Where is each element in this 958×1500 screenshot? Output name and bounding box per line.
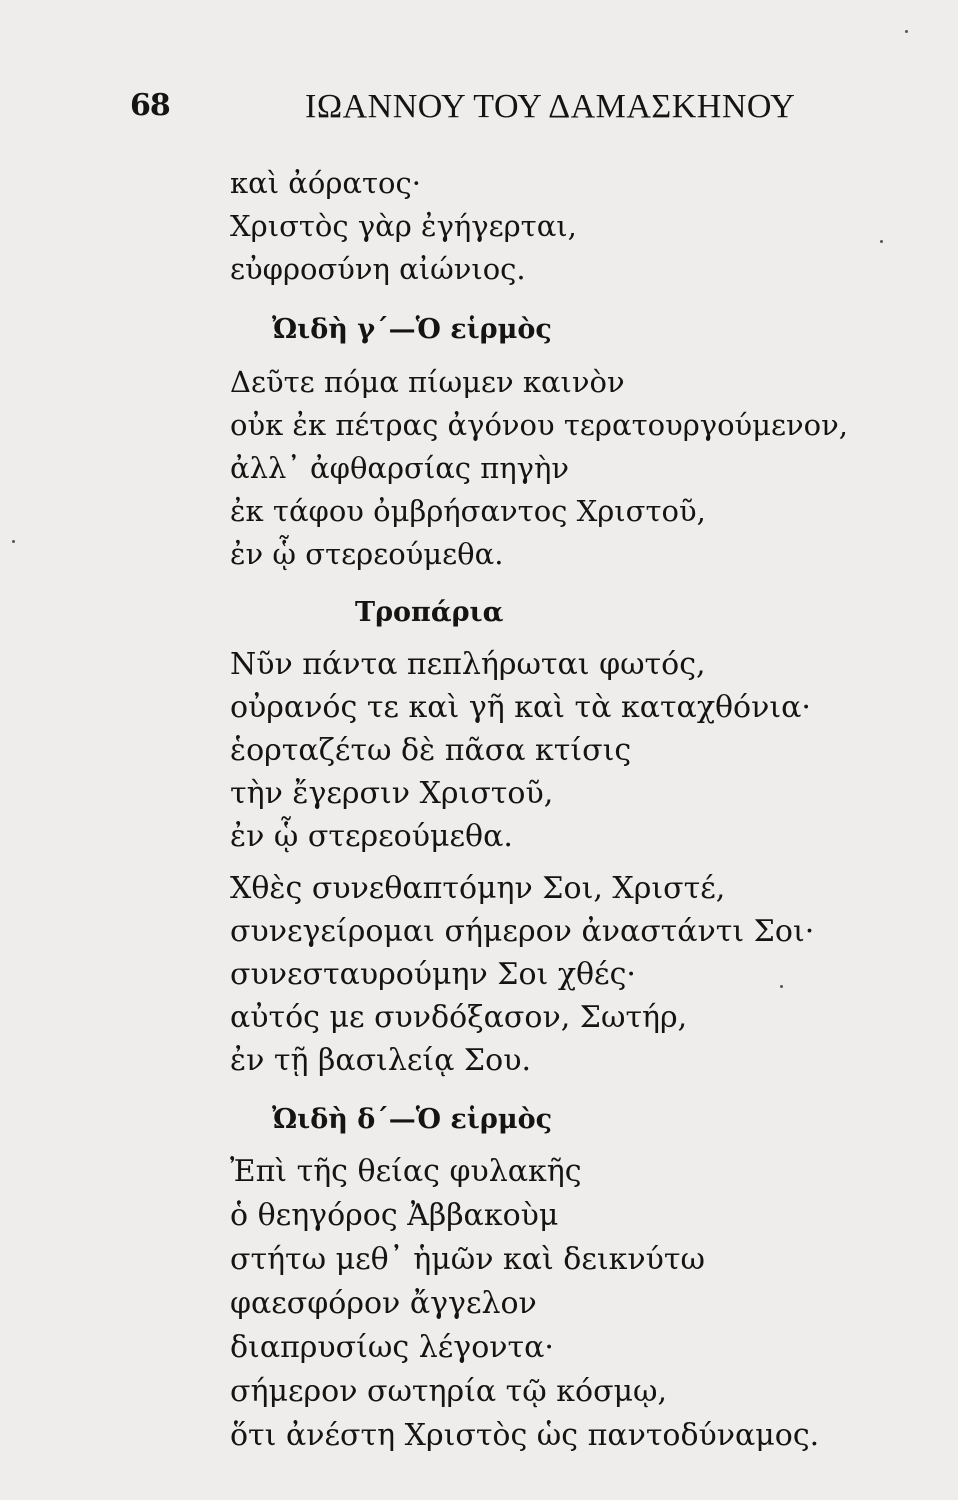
paper-speck	[905, 30, 908, 33]
verse-line: Χριστὸς γὰρ ἐγήγερται,	[230, 209, 577, 243]
paper-speck	[880, 240, 883, 243]
verse-line: συνεσταυρούμην Σοι χθές·	[230, 957, 636, 992]
verse-line: αὐτός με συνδόξασον, Σωτήρ,	[230, 1000, 688, 1035]
paper-speck	[780, 985, 783, 988]
verse-line: τὴν ἔγερσιν Χριστοῦ,	[230, 776, 554, 811]
page-number: 68	[130, 88, 170, 123]
verse-line: ἀλλ᾿ ἀφθαρσίας πηγὴν	[230, 451, 570, 485]
verse-line: ὅτι ἀνέστη Χριστὸς ὡς παντοδύναμος.	[230, 1418, 820, 1453]
verse-line: οὐκ ἐκ πέτρας ἀγόνου τερατουργούμενον,	[230, 408, 848, 442]
verse-line: καὶ ἀόρατος·	[230, 166, 421, 200]
verse-line: Δεῦτε πόμα πίωμεν καινὸν	[230, 365, 625, 399]
verse-line: ἐν ᾧ στερεούμεθα.	[230, 537, 504, 571]
running-title: ΙΩΑΝΝΟΥ ΤΟΥ ΔΑΜΑΣΚΗΝΟΥ	[305, 88, 796, 125]
verse-line: φαεσφόρον ἄγγελον	[230, 1286, 537, 1321]
verse-line: ἐν ᾧ στερεούμεθα.	[230, 819, 513, 854]
verse-line: Ἐπὶ τῆς θείας φυλακῆς	[230, 1154, 582, 1189]
section-heading: Τροπάρια	[355, 597, 504, 628]
verse-line: σήμερον σωτηρία τῷ κόσμῳ,	[230, 1374, 668, 1409]
verse-line: Χθὲς συνεθαπτόμην Σοι, Χριστέ,	[230, 871, 726, 906]
verse-line: διαπρυσίως λέγοντα·	[230, 1330, 554, 1365]
verse-line: στήτω μεθ᾿ ἡμῶν καὶ δεικνύτω	[230, 1242, 705, 1277]
verse-line: Νῦν πάντα πεπλήρωται φωτός,	[230, 647, 706, 682]
verse-line: ἑορταζέτω δὲ πᾶσα κτίσις	[230, 733, 632, 768]
paper-speck	[12, 540, 15, 543]
verse-line: ἐκ τάφου ὀμβρήσαντος Χριστοῦ,	[230, 494, 706, 528]
verse-line: εὐφροσύνη αἰώνιος.	[230, 252, 526, 286]
ode-heading: Ὠιδὴ δ΄—Ὁ εἱρμὸς	[272, 1104, 553, 1135]
ode-heading: Ὠιδὴ γ΄—Ὁ εἱρμὸς	[272, 314, 552, 345]
verse-line: ὁ θεηγόρος Ἀββακοὺμ	[230, 1198, 559, 1233]
verse-line: συνεγείρομαι σήμερον ἀναστάντι Σοι·	[230, 914, 815, 949]
verse-line: ἐν τῇ βασιλείᾳ Σου.	[230, 1043, 531, 1078]
verse-line: οὐρανός τε καὶ γῆ καὶ τὰ καταχθόνια·	[230, 690, 811, 725]
